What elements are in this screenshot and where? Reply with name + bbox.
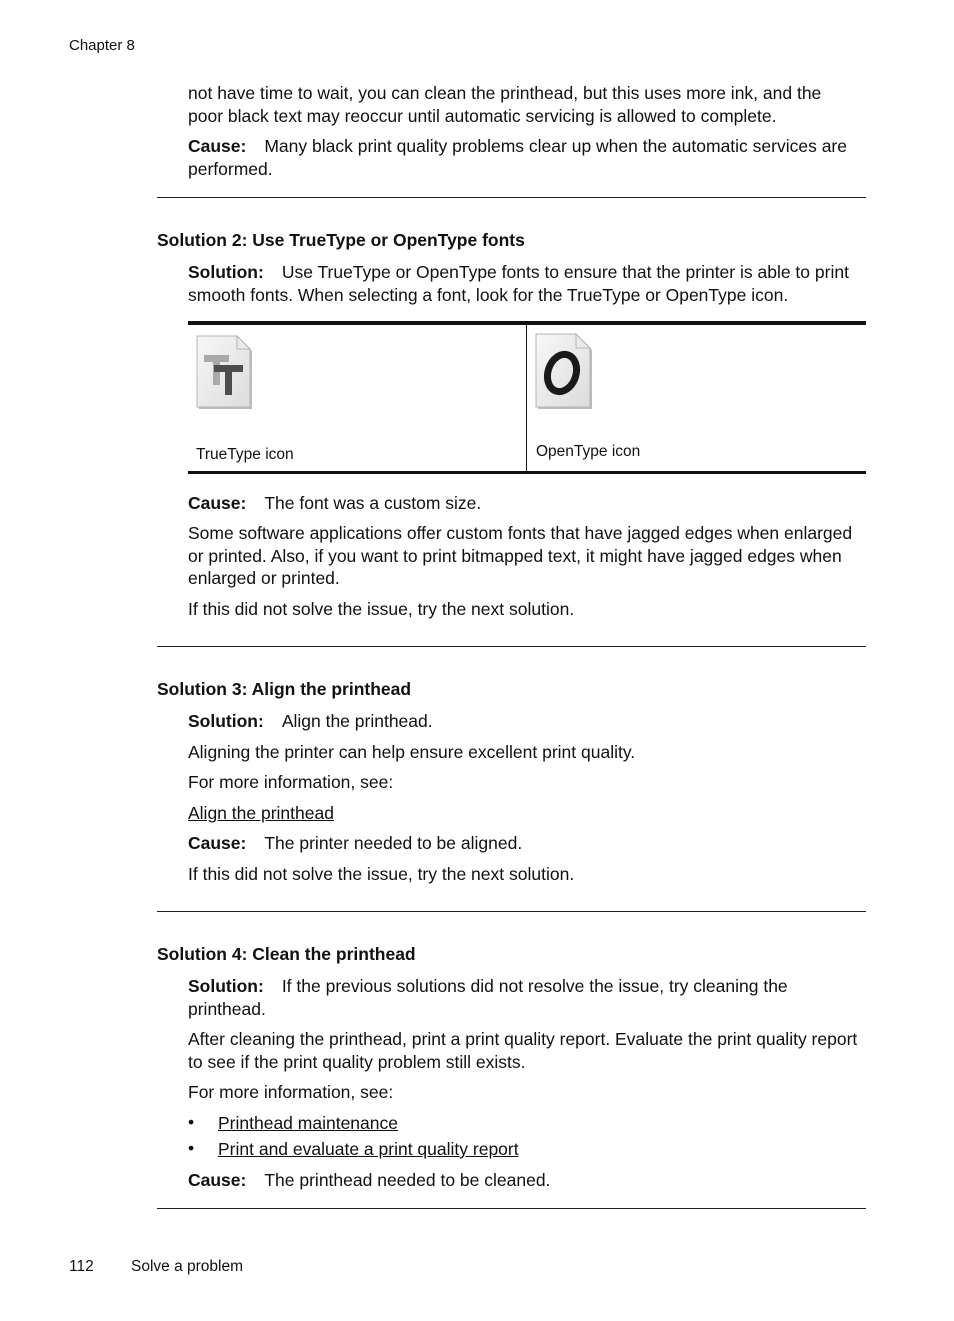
list-item: [218, 1138, 858, 1161]
intro-line-1: not have time to wait, you can clean the printhead, but this uses more ink, and the: [188, 83, 822, 103]
solution-2-text: [188, 261, 866, 306]
opentype-icon-label: OpenType icon: [536, 443, 641, 460]
solution-label: Solution:: [188, 711, 264, 731]
section-divider: [157, 911, 866, 912]
table-top-rule: [188, 321, 866, 325]
cause-text: Many black print quality problems clear up when the automatic services are performed.: [188, 136, 847, 179]
solution-4-text: [188, 975, 866, 1020]
truetype-icon-label: TrueType icon: [196, 446, 294, 463]
printhead-maintenance-link[interactable]: Printhead maintenance: [218, 1113, 398, 1133]
truetype-icon: [195, 335, 255, 411]
print-quality-report-link[interactable]: Print and evaluate a print quality report: [218, 1139, 519, 1159]
section-divider: [157, 1208, 866, 1209]
solution-text: Use TrueType or OpenType fonts to ensure that the printer is able to print smooth fonts. When selecting a font, look for the TrueType or OpenType icon.: [188, 262, 849, 305]
solution-label: Solution:: [188, 262, 264, 282]
solution-text: Align the printhead.: [281, 711, 433, 731]
solution-4-more-info: For more information, see:: [188, 1082, 394, 1102]
solution-3-heading: Solution 3: Align the printhead: [157, 679, 412, 699]
cause-text: The printhead needed to be cleaned.: [264, 1170, 551, 1190]
opentype-icon: [534, 333, 594, 411]
section-divider: [157, 646, 866, 647]
solution-4-cause: [188, 1169, 866, 1192]
intro-line-2: poor black text may reoccur until automatic servicing is allowed to complete.: [188, 105, 777, 126]
solution-2-next: If this did not solve the issue, try the next solution.: [188, 599, 575, 619]
solution-text: If the previous solutions did not resolve the issue, try cleaning the printhead.: [188, 976, 788, 1019]
solution-2-cause: [188, 492, 866, 515]
footer-section-title: Solve a problem: [131, 1258, 244, 1275]
intro-cause: [188, 135, 866, 180]
chapter-header: Chapter 8: [69, 37, 135, 54]
bullet-marker: •: [188, 1112, 195, 1132]
solution-label: Solution:: [188, 976, 264, 996]
solution-2-heading: Solution 2: Use TrueType or OpenType fonts: [157, 230, 525, 250]
page-number: 112: [69, 1258, 94, 1275]
solution-3-link-line: [188, 802, 866, 825]
cause-label: Cause:: [188, 136, 247, 156]
cause-label: Cause:: [188, 833, 247, 853]
cause-text: The font was a custom size.: [264, 493, 482, 513]
solution-3-paragraph: Aligning the printer can help ensure excellent print quality.: [188, 742, 636, 762]
table-column-divider: [526, 325, 527, 471]
solution-3-more-info: For more information, see:: [188, 772, 394, 792]
list-item: [218, 1112, 858, 1135]
intro-paragraph: [188, 82, 866, 127]
solution-4-heading: Solution 4: Clean the printhead: [157, 944, 416, 964]
align-printhead-link[interactable]: Align the printhead: [188, 803, 334, 823]
solution-4-paragraph: After cleaning the printhead, print a print quality report. Evaluate the print quality report to see if the print quality problem still exists.: [188, 1029, 858, 1072]
solution-3-cause: [188, 832, 866, 855]
cause-text: The printer needed to be aligned.: [264, 833, 523, 853]
cause-label: Cause:: [188, 493, 247, 513]
cause-label: Cause:: [188, 1170, 247, 1190]
solution-3-text: [188, 710, 866, 733]
solution-3-next: If this did not solve the issue, try the next solution.: [188, 864, 575, 884]
solution-2-paragraph: Some software applications offer custom fonts that have jagged edges when enlarged or printed. Also, if you want to print bitmapped text, it might have jagged edges when enlarged or printed.: [188, 523, 853, 588]
bullet-marker: •: [188, 1138, 195, 1158]
section-divider: [157, 197, 866, 198]
table-bottom-rule: [188, 471, 866, 474]
